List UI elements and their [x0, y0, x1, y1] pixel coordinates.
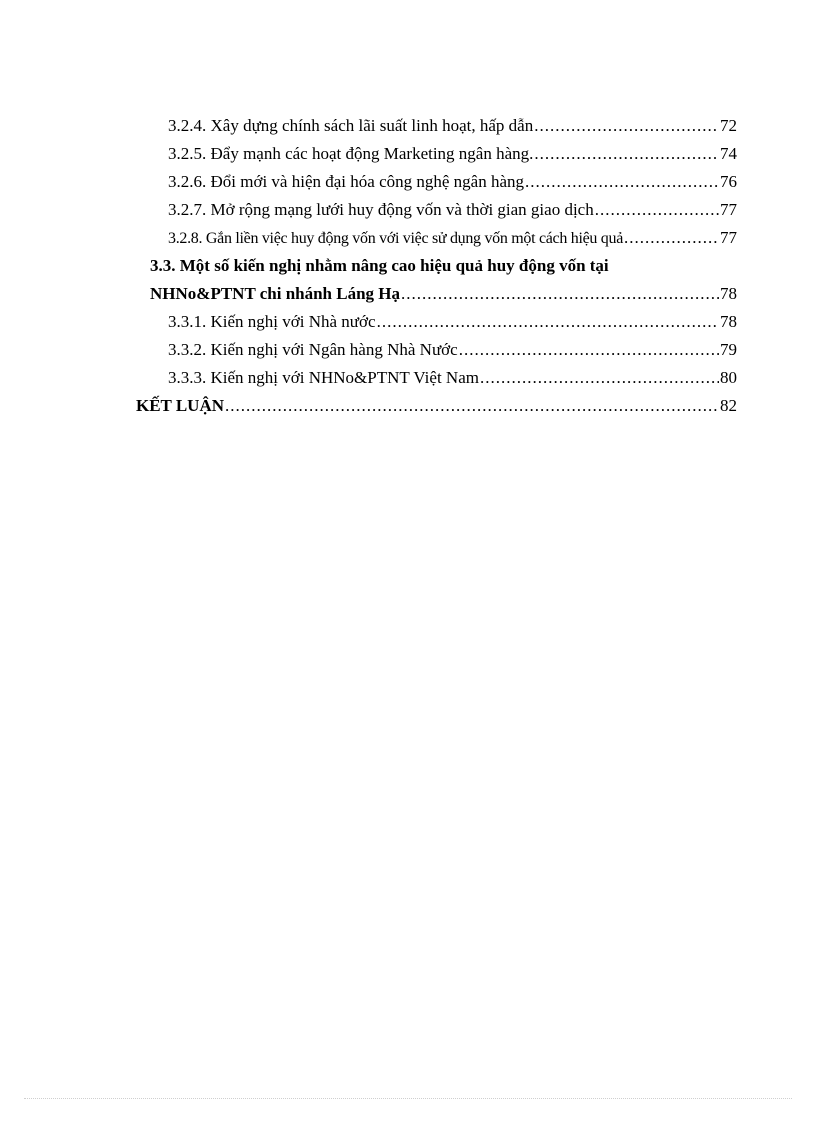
toc-entry-3-3-2[interactable] [136, 336, 737, 364]
toc-dot-leader [401, 280, 719, 308]
toc-entry-3-2-4[interactable] [136, 112, 737, 140]
toc-entry-title: 3.2.8. Gắn liền việc huy động vốn với việc sử dụng vốn một cách hiệu quả [168, 230, 623, 247]
toc-dot-leader [459, 336, 719, 364]
toc-dot-leader [624, 224, 719, 252]
toc-dot-leader [225, 392, 719, 420]
toc-dot-leader [534, 112, 719, 140]
toc-page-number: 80 [720, 368, 737, 387]
toc-entry-conclusion[interactable] [136, 392, 737, 420]
toc-entry-3-3-continuation[interactable] [136, 280, 737, 308]
toc-page-number: 79 [720, 340, 737, 359]
toc-entry-title: 3.3.2. Kiến nghị với Ngân hàng Nhà Nước [168, 340, 458, 359]
toc-entry-3-3-heading[interactable] [136, 252, 737, 280]
toc-entry-title: 3.2.7. Mở rộng mạng lưới huy động vốn và thời gian giao dịch [168, 200, 594, 219]
toc-entry-title-line2: NHNo&PTNT chi nhánh Láng Hạ [150, 284, 401, 303]
toc-entry-title-line1: 3.3. Một số kiến nghị nhằm nâng cao hiệu quả huy động vốn tại [150, 256, 609, 275]
page-bottom-border [24, 1098, 792, 1099]
toc-entry-3-2-7[interactable] [136, 196, 737, 224]
toc-entry-title: 3.2.6. Đổi mới và hiện đại hóa công nghệ ngân hàng [168, 172, 524, 191]
toc-dot-leader [377, 308, 719, 336]
toc-entry-3-2-6[interactable] [136, 168, 737, 196]
toc-page-number: 77 [720, 228, 737, 247]
toc-entry-3-3-3[interactable] [136, 364, 737, 392]
table-of-contents [136, 112, 737, 420]
toc-entry-3-3-1[interactable] [136, 308, 737, 336]
toc-page-number: 78 [720, 312, 737, 331]
toc-dot-leader [480, 364, 719, 392]
toc-dot-leader [525, 168, 719, 196]
toc-entry-title: 3.2.4. Xây dựng chính sách lãi suất linh hoạt, hấp dẫn [168, 116, 534, 135]
toc-page-number: 77 [720, 200, 737, 219]
toc-page-number: 78 [720, 284, 737, 303]
toc-entry-title: 3.3.1. Kiến nghị với Nhà nước [168, 312, 376, 331]
toc-entry-3-2-8[interactable] [136, 224, 737, 252]
toc-page-number: 74 [720, 144, 737, 163]
toc-page-number: 82 [720, 396, 737, 415]
toc-dot-leader [595, 196, 719, 224]
toc-dot-leader [534, 140, 719, 168]
toc-entry-3-2-5[interactable] [136, 140, 737, 168]
toc-entry-title: KẾT LUẬN [136, 396, 225, 415]
toc-entry-title: 3.3.3. Kiến nghị với NHNo&PTNT Việt Nam [168, 368, 479, 387]
toc-page-number: 76 [720, 172, 737, 191]
toc-page-number: 72 [720, 116, 737, 135]
toc-entry-title: 3.2.5. Đẩy mạnh các hoạt động Marketing ngân hàng. [168, 144, 534, 163]
